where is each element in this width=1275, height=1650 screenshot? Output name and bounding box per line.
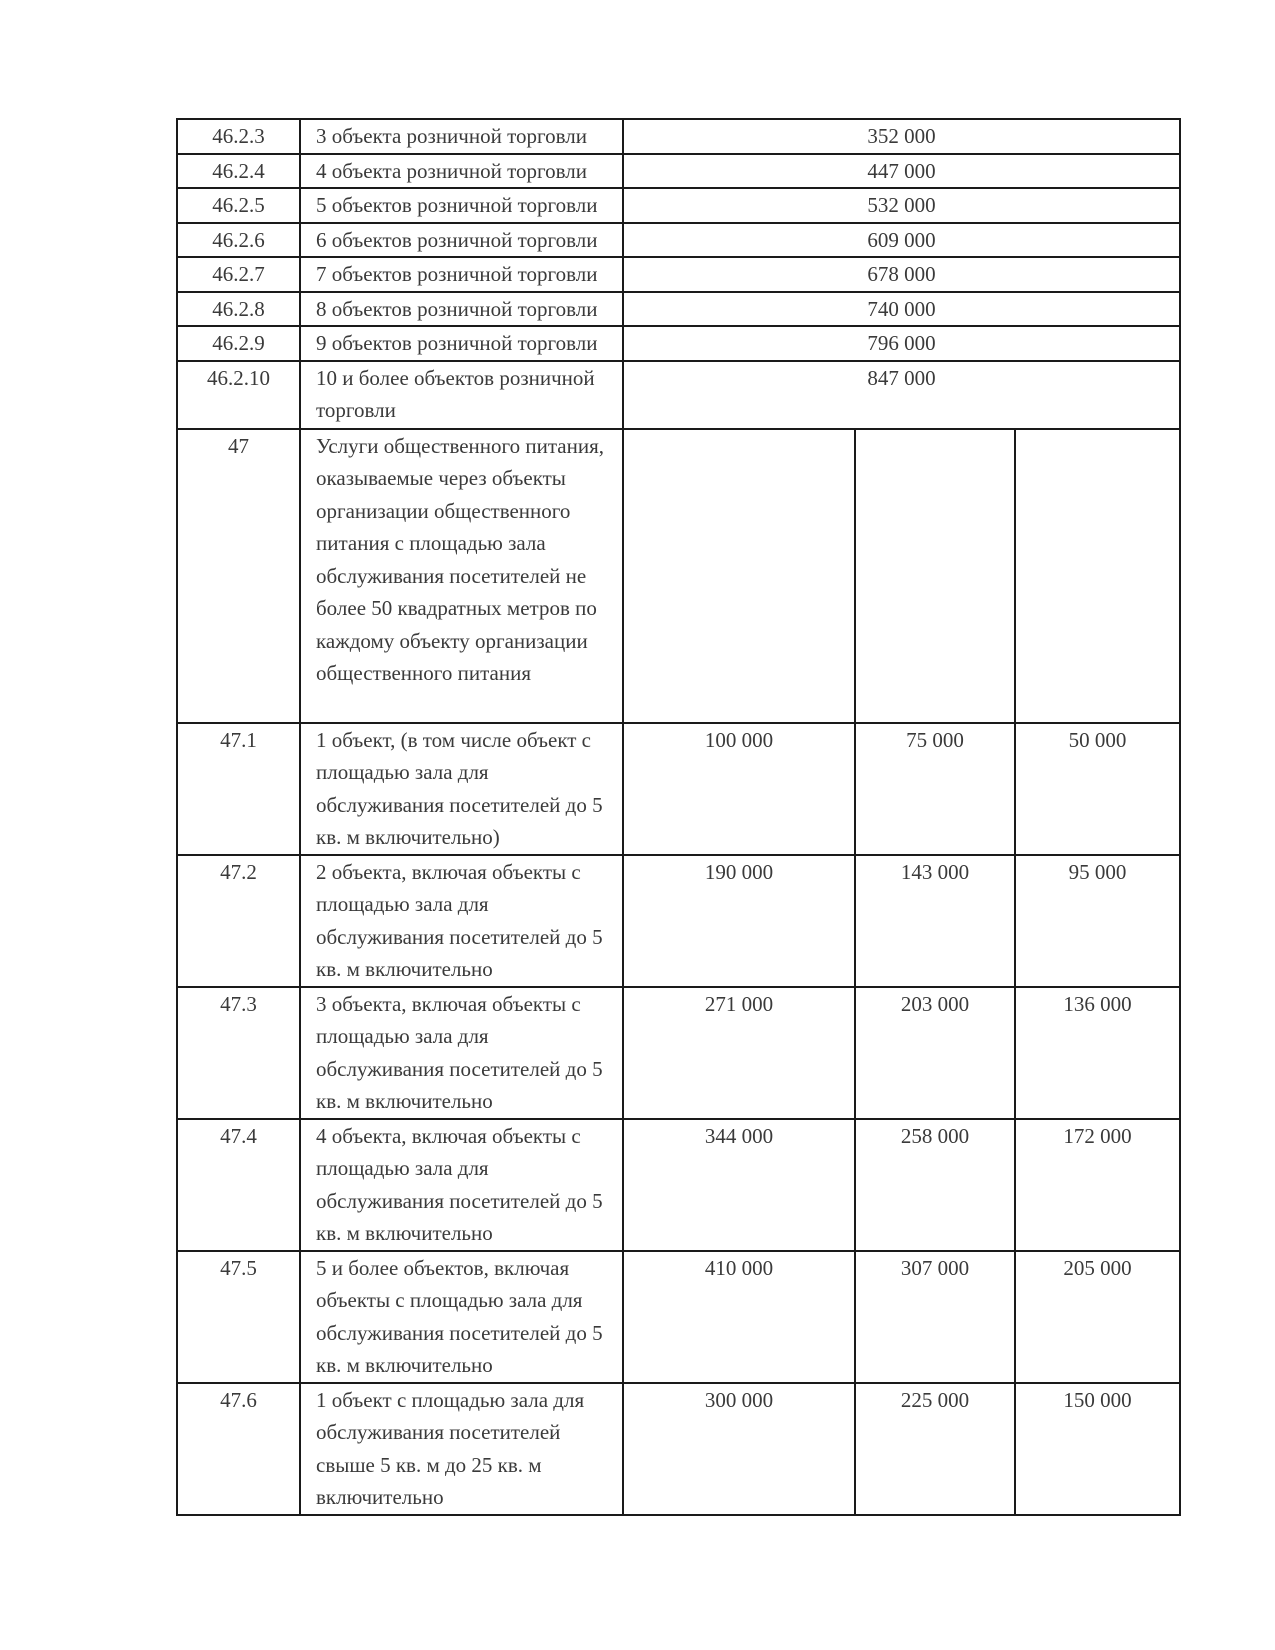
table-row — [177, 119, 1180, 154]
row-value-3: 95 000 — [1015, 855, 1180, 987]
row-description: 4 объекта розничной торговли — [300, 154, 623, 189]
table-row — [177, 1119, 1180, 1251]
row-description: 2 объекта, включая объекты с площадью зала для обслуживания посетителей до 5 кв. м включительно — [300, 855, 623, 987]
row-code: 46.2.8 — [177, 292, 300, 327]
row-code: 47.3 — [177, 987, 300, 1119]
empty-cell — [855, 429, 1015, 723]
row-description: 9 объектов розничной торговли — [300, 326, 623, 361]
row-value-3: 50 000 — [1015, 723, 1180, 855]
table-row — [177, 292, 1180, 327]
row-description: 3 объекта розничной торговли — [300, 119, 623, 154]
row-value-2: 307 000 — [855, 1251, 1015, 1383]
row-value-1: 100 000 — [623, 723, 855, 855]
table-row — [177, 987, 1180, 1119]
row-value-2: 203 000 — [855, 987, 1015, 1119]
row-description: 4 объекта, включая объекты с площадью зала для обслуживания посетителей до 5 кв. м включительно — [300, 1119, 623, 1251]
table-row — [177, 326, 1180, 361]
table-row — [177, 855, 1180, 987]
table-row — [177, 723, 1180, 855]
row-description: 7 объектов розничной торговли — [300, 257, 623, 292]
row-description: 6 объектов розничной торговли — [300, 223, 623, 258]
table-row — [177, 361, 1180, 429]
row-description: 5 и более объектов, включая объекты с площадью зала для обслуживания посетителей до 5 кв. м включительно — [300, 1251, 623, 1383]
row-description: 5 объектов розничной торговли — [300, 188, 623, 223]
row-description: 10 и более объектов розничной торговли — [300, 361, 623, 429]
row-value-2: 258 000 — [855, 1119, 1015, 1251]
table-row — [177, 188, 1180, 223]
row-description: 1 объект, (в том числе объект с площадью зала для обслуживания посетителей до 5 кв. м включительно) — [300, 723, 623, 855]
row-value-1: 271 000 — [623, 987, 855, 1119]
row-code: 47.4 — [177, 1119, 300, 1251]
tariff-table — [176, 118, 1181, 1516]
row-code: 46.2.4 — [177, 154, 300, 189]
row-value-3: 172 000 — [1015, 1119, 1180, 1251]
row-value-3: 150 000 — [1015, 1383, 1180, 1515]
table-row — [177, 257, 1180, 292]
row-code: 47.5 — [177, 1251, 300, 1383]
row-code: 46.2.6 — [177, 223, 300, 258]
empty-cell — [1015, 429, 1180, 723]
row-value-3: 136 000 — [1015, 987, 1180, 1119]
row-code: 46.2.9 — [177, 326, 300, 361]
row-code: 46.2.7 — [177, 257, 300, 292]
row-value-3: 205 000 — [1015, 1251, 1180, 1383]
row-description: 8 объектов розничной торговли — [300, 292, 623, 327]
row-value-1: 300 000 — [623, 1383, 855, 1515]
row-value: 740 000 — [623, 292, 1180, 327]
row-value: 796 000 — [623, 326, 1180, 361]
row-value: 609 000 — [623, 223, 1180, 258]
table-row — [177, 1383, 1180, 1515]
row-value: 352 000 — [623, 119, 1180, 154]
row-description: 3 объекта, включая объекты с площадью зала для обслуживания посетителей до 5 кв. м включительно — [300, 987, 623, 1119]
row-value: 532 000 — [623, 188, 1180, 223]
section-description: Услуги общественного питания, оказываемые через объекты организации общественного питания с площадью зала обслуживания посетителей не более 50 квадратных метров по каждому объекту организации общественного питания — [300, 429, 623, 723]
row-value: 847 000 — [623, 361, 1180, 429]
row-description: 1 объект с площадью зала для обслуживания посетителей свыше 5 кв. м до 25 кв. м включительно — [300, 1383, 623, 1515]
section-code: 47 — [177, 429, 300, 723]
row-code: 47.1 — [177, 723, 300, 855]
row-value-2: 75 000 — [855, 723, 1015, 855]
row-code: 46.2.10 — [177, 361, 300, 429]
row-value-1: 410 000 — [623, 1251, 855, 1383]
empty-cell — [623, 429, 855, 723]
row-value: 678 000 — [623, 257, 1180, 292]
row-code: 46.2.5 — [177, 188, 300, 223]
row-code: 47.6 — [177, 1383, 300, 1515]
row-value-1: 344 000 — [623, 1119, 855, 1251]
row-code: 47.2 — [177, 855, 300, 987]
row-code: 46.2.3 — [177, 119, 300, 154]
table-row — [177, 1251, 1180, 1383]
row-value-2: 225 000 — [855, 1383, 1015, 1515]
row-value-2: 143 000 — [855, 855, 1015, 987]
table-row — [177, 154, 1180, 189]
table-row — [177, 223, 1180, 258]
section-header-row — [177, 429, 1180, 723]
row-value: 447 000 — [623, 154, 1180, 189]
row-value-1: 190 000 — [623, 855, 855, 987]
